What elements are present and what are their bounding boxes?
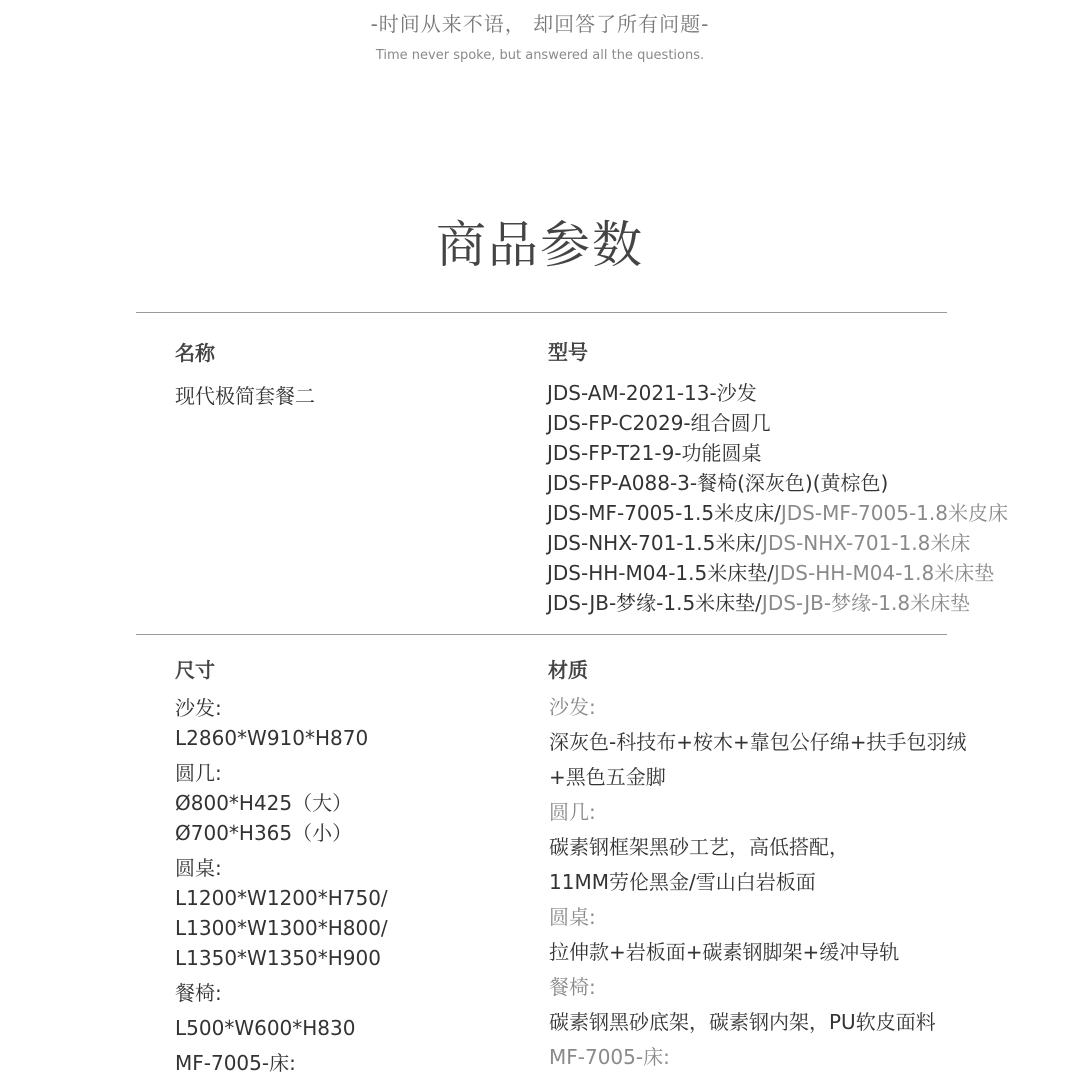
divider-top <box>136 312 947 313</box>
size-group-label: 圆几: <box>175 761 222 785</box>
size-group-label: MF-7005-床: <box>175 1051 296 1075</box>
model-item: JDS-JB-梦缘-1.5米床垫/JDS-JB-梦缘-1.8米床垫 <box>547 591 971 615</box>
model-item: JDS-HH-M04-1.5米床垫/JDS-HH-M04-1.8米床垫 <box>547 561 995 585</box>
material-desc: 碳素钢框架黑砂工艺，高低搭配， <box>549 835 849 859</box>
size-group-label: 沙发: <box>175 696 222 720</box>
material-group-label: 圆几: <box>549 800 596 824</box>
size-label: 尺寸 <box>175 658 215 682</box>
section-title: 商品参数 <box>436 216 644 274</box>
material-group-label: 餐椅: <box>549 975 596 999</box>
size-dim: L500*W600*H830 <box>175 1016 356 1040</box>
size-dim: L1350*W1350*H900 <box>175 946 381 970</box>
divider-middle <box>136 634 947 635</box>
material-group-label: 圆桌: <box>549 905 596 929</box>
material-desc: +黑色五金脚 <box>549 765 666 789</box>
model-item: JDS-NHX-701-1.5米床/JDS-NHX-701-1.8米床 <box>547 531 971 555</box>
material-group-label: MF-7005-床: <box>549 1045 670 1069</box>
size-dim: L1300*W1300*H800/ <box>175 916 388 940</box>
model-item: JDS-FP-C2029-组合圆几 <box>547 411 771 435</box>
material-desc: 深灰色-科技布+桉木+靠包公仔绵+扶手包羽绒 <box>549 730 967 754</box>
size-group-label: 圆桌: <box>175 856 222 880</box>
slogan-chinese: -时间从来不语， 却回答了所有问题- <box>370 12 710 36</box>
material-list <box>549 690 967 1075</box>
size-dim: Ø700*H365（小） <box>175 821 353 845</box>
material-group-label: 沙发: <box>549 695 596 719</box>
size-dim: L2860*W910*H870 <box>175 726 369 750</box>
model-item: JDS-FP-A088-3-餐椅(深灰色)(黄棕色) <box>547 471 889 495</box>
size-group-label: 餐椅: <box>175 981 222 1005</box>
model-item: JDS-AM-2021-13-沙发 <box>547 381 757 405</box>
material-desc: 碳素钢黑砂底架，碳素钢内架，PU软皮面料 <box>549 1010 936 1034</box>
name-label: 名称 <box>175 341 215 365</box>
size-dim: L1200*W1200*H750/ <box>175 886 388 910</box>
size-dim: Ø800*H425（大） <box>175 791 353 815</box>
size-list <box>175 693 388 1078</box>
material-label: 材质 <box>548 658 588 682</box>
model-label: 型号 <box>548 340 588 364</box>
material-desc: 11MM劳伦黑金/雪山白岩板面 <box>549 870 816 894</box>
slogan-english: Time never spoke, but answered all the questions. <box>375 48 705 63</box>
model-item: JDS-MF-7005-1.5米皮床/JDS-MF-7005-1.8米皮床 <box>547 501 1008 525</box>
name-value: 现代极简套餐二 <box>175 384 315 408</box>
material-desc: 拉伸款+岩板面+碳素钢脚架+缓冲导轨 <box>549 940 900 964</box>
model-item: JDS-FP-T21-9-功能圆桌 <box>547 441 762 465</box>
model-list <box>547 378 1008 618</box>
